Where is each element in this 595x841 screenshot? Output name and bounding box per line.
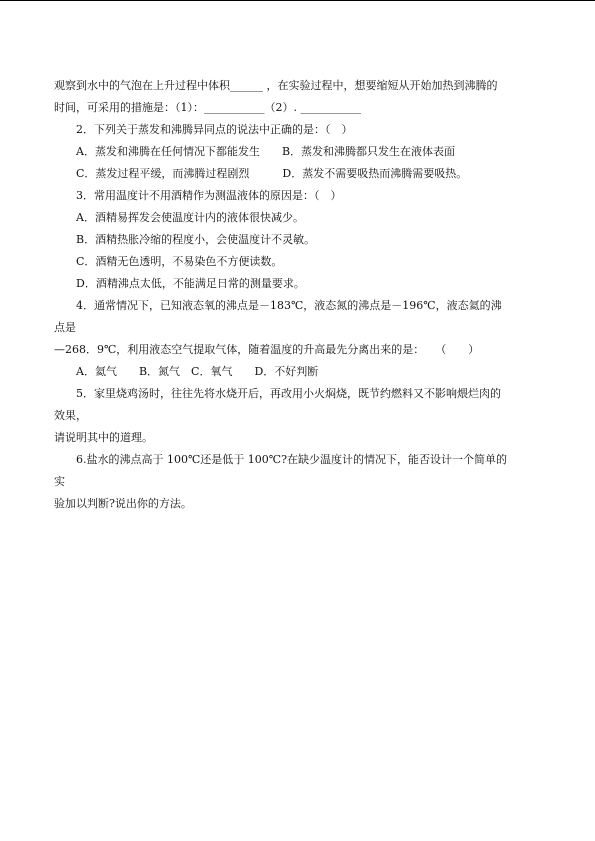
question-5: 5．家里烧鸡汤时，往往先将水烧开后，再改用小火焖烧，既节约燃料又不影响煨烂肉的 (76, 387, 501, 400)
question-4-cont-2: —268．9℃，利用液态空气提取气体，随着温度的升高最先分离出来的是： （ ） (54, 343, 480, 356)
question-3-option-c: C．酒精无色透明，不易染色不方便读数。 (76, 255, 283, 268)
question-4-cont-1: 点是 (54, 321, 76, 334)
text-line-2: 时间，可采用的措施是：（1）：___________（2）. ___________ (54, 101, 361, 114)
question-3-option-b: B．酒精热胀冷缩的程度小，会使温度计不灵敏。 (76, 233, 316, 246)
question-2-option-ab: A．蒸发和沸腾在任何情况下都能发生 B．蒸发和沸腾都只发生在液体表面 (76, 145, 456, 158)
question-3: 3．常用温度计不用酒精作为测温液体的原因是：（ ） (76, 189, 342, 202)
question-3-option-d: D．酒精沸点太低，不能满足日常的测量要求。 (76, 277, 305, 290)
text-line-1: 观察到水中的气泡在上升过程中体积______ ，在实验过程中，想要缩短从开始加热到沸腾的 (54, 79, 498, 92)
question-5-cont-1: 效果， (54, 409, 87, 422)
question-4: 4．通常情况下，已知液态氧的沸点是－183℃，液态氮的沸点是－196℃，液态氦的沸 (76, 299, 502, 312)
question-6-cont-1: 实 (54, 475, 65, 488)
question-2-option-cd: C．蒸发过程平缓，而沸腾过程剧烈 D．蒸发不需要吸热而沸腾需要吸热。 (76, 167, 468, 180)
question-6: 6.盐水的沸点高于 100℃还是低于 100℃?在缺少温度计的情况下，能否设计一个简单的 (76, 453, 507, 466)
question-6-cont-2: 验加以判断?说出你的方法。 (54, 497, 192, 510)
question-2: 2．下列关于蒸发和沸腾异同点的说法中正确的是：（ ） (76, 123, 353, 136)
question-5-cont-2: 请说明其中的道理。 (54, 431, 153, 444)
question-3-option-a: A．酒精易挥发会使温度计内的液体很快减少。 (76, 211, 304, 224)
question-4-options: A．氦气 B．氮气 C．氧气 D．不好判断 (76, 365, 319, 378)
